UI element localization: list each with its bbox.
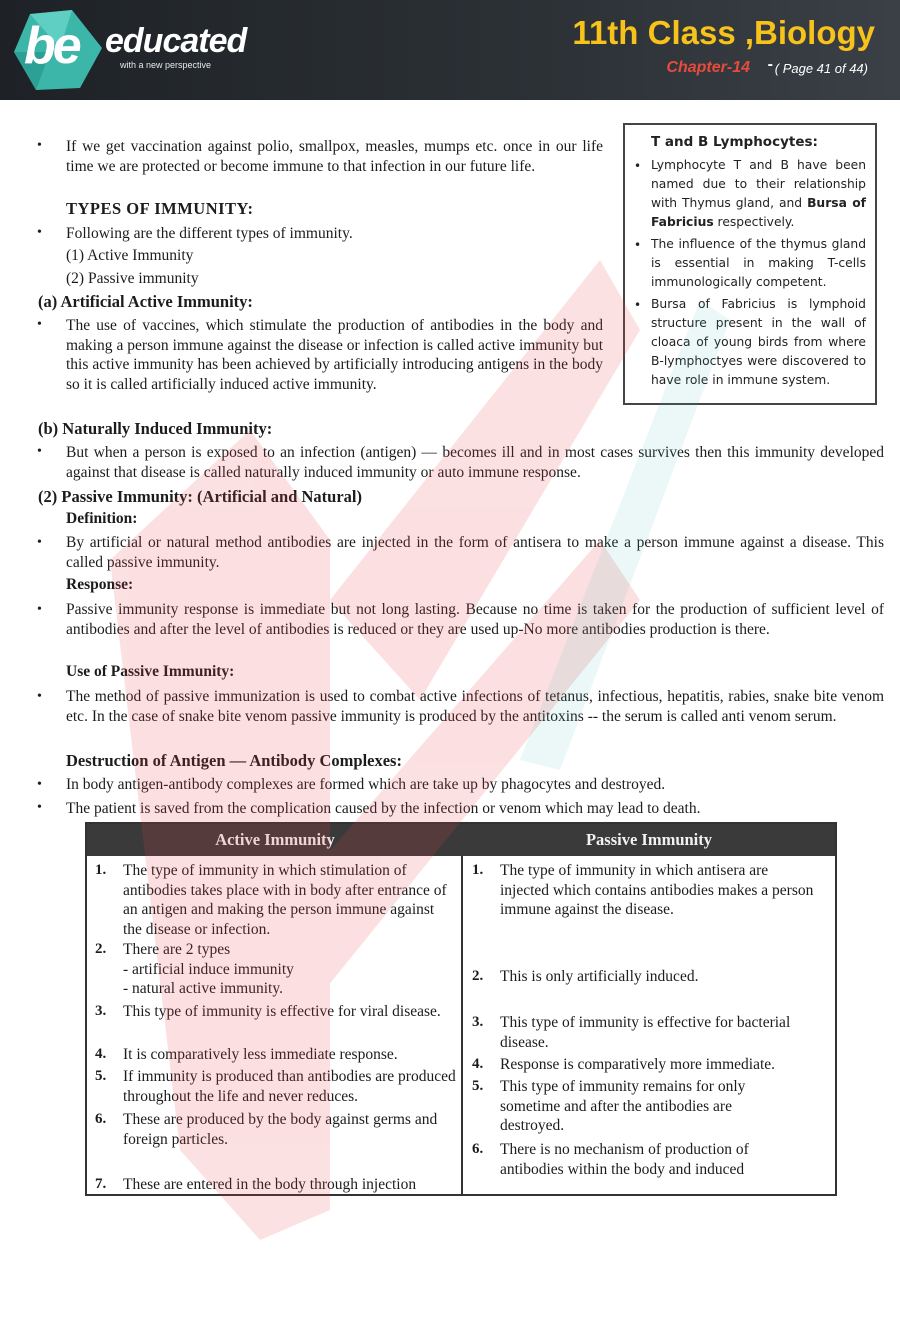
lymphocytes-sidebar (623, 123, 877, 405)
bullet: • (37, 800, 42, 815)
passive-num: 4. (472, 1056, 484, 1072)
sidebar-item-3: Bursa of Fabricius is lymphoid structure present in the wall of cloaca of young birds from where B-lymphoctyes were discovered to have role in immune system. (651, 297, 866, 387)
passive-num: 6. (472, 1141, 484, 1157)
bullet: • (634, 298, 642, 312)
sidebar-title: T and B Lymphocytes: (651, 134, 818, 150)
passive-cell: This is only artificially induced. (500, 968, 699, 985)
table-header-active: Active Immunity (215, 830, 335, 849)
passive-num: 1. (472, 862, 484, 878)
sidebar-item-1-bold: Bursa of Fabricius (651, 196, 866, 229)
use-label: Use of Passive Immunity: (66, 663, 235, 680)
passive-cell: The type of immunity in which antisera are injected which contains antibodies makes a person immune against the disease. (500, 862, 814, 918)
passive-heading: (2) Passive Immunity: (Artificial and Natural) (38, 487, 363, 506)
passive-cell: Response is comparatively more immediate. (500, 1056, 776, 1073)
definition-paragraph: By artificial or natural method antibodies are injected in the form of antisera to make a person immune against a disease. This called passive immunity. (66, 534, 884, 571)
logo-be-text: be (24, 17, 79, 75)
destruction-heading: Destruction of Antigen — Antibody Complexes: (66, 751, 402, 770)
chapter-label: Chapter-14 (666, 59, 750, 76)
active-cell: There are 2 types - artificial induce immunity - natural active immunity. (123, 941, 294, 997)
immunity-comparison-table (85, 822, 837, 1196)
active-cell: It is comparatively less immediate response. (123, 1046, 398, 1063)
passive-num: 3. (472, 1014, 484, 1030)
artificial-active-paragraph: The use of vaccines, which stimulate the production of antibodies in the body and making a person immune against the disease or infection is called active immunity but this active immunity has been achieved by artificially introducing antigens in the body so it is called artificially induced active immunity. (66, 317, 603, 393)
types-text: Following are the different types of immunity. (66, 225, 353, 242)
table-header-row (87, 824, 835, 856)
natural-induced-heading: (b) Naturally Induced Immunity: (38, 419, 273, 438)
header-dash: - (767, 56, 773, 73)
bullet: • (37, 225, 42, 240)
sidebar-item-1-text: Lymphocyte T and B have been named due to their relationship with Thymus gland, and (651, 158, 866, 210)
active-cell: The type of immunity in which stimulation of antibodies takes place with in body after entrance of an antigen and making the person immune against the disease or infection. (123, 862, 447, 938)
destruction-point-2: The patient is saved from the complication caused by the infection or venom which may lead to death. (66, 800, 701, 817)
active-num: 2. (95, 941, 107, 957)
bullet: • (37, 689, 42, 704)
use-paragraph: The method of passive immunization is used to combat active infections of tetanus, infectious, hepatitis, rabies, snake bite venom etc. In the case of snake bite venom passive immunity is produced by the antitoxins -- the serum is called anti venom serum. (66, 688, 884, 725)
passive-num: 5. (472, 1078, 484, 1094)
active-cell: These are produced by the body against germs and foreign particles. (123, 1111, 438, 1148)
intro-paragraph: If we get vaccination against polio, smallpox, measles, mumps etc. once in our life time we are protected or become immune to that infection in our future life. (66, 138, 603, 175)
table-header-passive: Passive Immunity (585, 830, 713, 849)
bullet: • (37, 535, 42, 550)
types-heading: TYPES OF IMMUNITY: (66, 199, 254, 218)
table-column-divider (461, 856, 463, 1196)
bullet: • (37, 602, 42, 617)
types-item-active: (1) Active Immunity (66, 247, 194, 264)
active-cell: These are entered in the body through injection (123, 1176, 417, 1193)
page-number: ( Page 41 of 44) (774, 61, 868, 76)
active-cell: If immunity is produced than antibodies are produced throughout the life and never reduces. (123, 1068, 456, 1105)
logo-educated-text: educated (105, 22, 247, 60)
bullet: • (37, 138, 42, 153)
bullet: • (37, 444, 42, 459)
passive-num: 2. (472, 968, 484, 984)
bullet: • (634, 238, 642, 252)
active-num: 4. (95, 1046, 107, 1062)
response-label: Response: (66, 576, 134, 593)
sidebar-item-1 (651, 156, 866, 232)
active-num: 1. (95, 862, 107, 878)
sidebar-item-1-end: respectively. (713, 215, 795, 229)
bullet: • (634, 159, 642, 173)
active-num: 6. (95, 1111, 107, 1127)
sidebar-item-2: The influence of the thymus gland is essential in making T-cells immunologically competent. (651, 237, 866, 289)
definition-label: Definition: (66, 510, 138, 527)
natural-induced-paragraph: But when a person is exposed to an infection (antigen) — becomes ill and in most cases survives then this immunity developed against that disease is called naturally induced immunity or auto immune response. (66, 444, 884, 481)
bullet: • (37, 777, 42, 792)
page-title: 11th Class ,Biology (572, 14, 875, 51)
response-paragraph: Passive immunity response is immediate but not long lasting. Because no time is taken for the production of sufficient level of antibodies and after the level of antibodies is reduced or they are used up-No more antibodies production is there. (66, 601, 884, 638)
active-num: 5. (95, 1068, 107, 1084)
logo-tagline: with a new perspective (120, 60, 212, 70)
passive-cell: This type of immunity remains for only sometime and after the antibodies are destroyed. (500, 1078, 746, 1134)
destruction-point-1: In body antigen-antibody complexes are formed which are take up by phagocytes and destroyed. (66, 776, 666, 793)
active-cell: This type of immunity is effective for viral disease. (123, 1003, 441, 1020)
bullet: • (37, 317, 42, 332)
types-item-passive: (2) Passive immunity (66, 270, 199, 287)
artificial-active-heading: (a) Artificial Active Immunity: (38, 292, 253, 311)
active-num: 7. (95, 1176, 107, 1192)
passive-cell: There is no mechanism of production of antibodies within the body and induced (500, 1141, 749, 1178)
passive-cell: This type of immunity is effective for bacterial disease. (500, 1014, 791, 1051)
active-num: 3. (95, 1003, 107, 1019)
